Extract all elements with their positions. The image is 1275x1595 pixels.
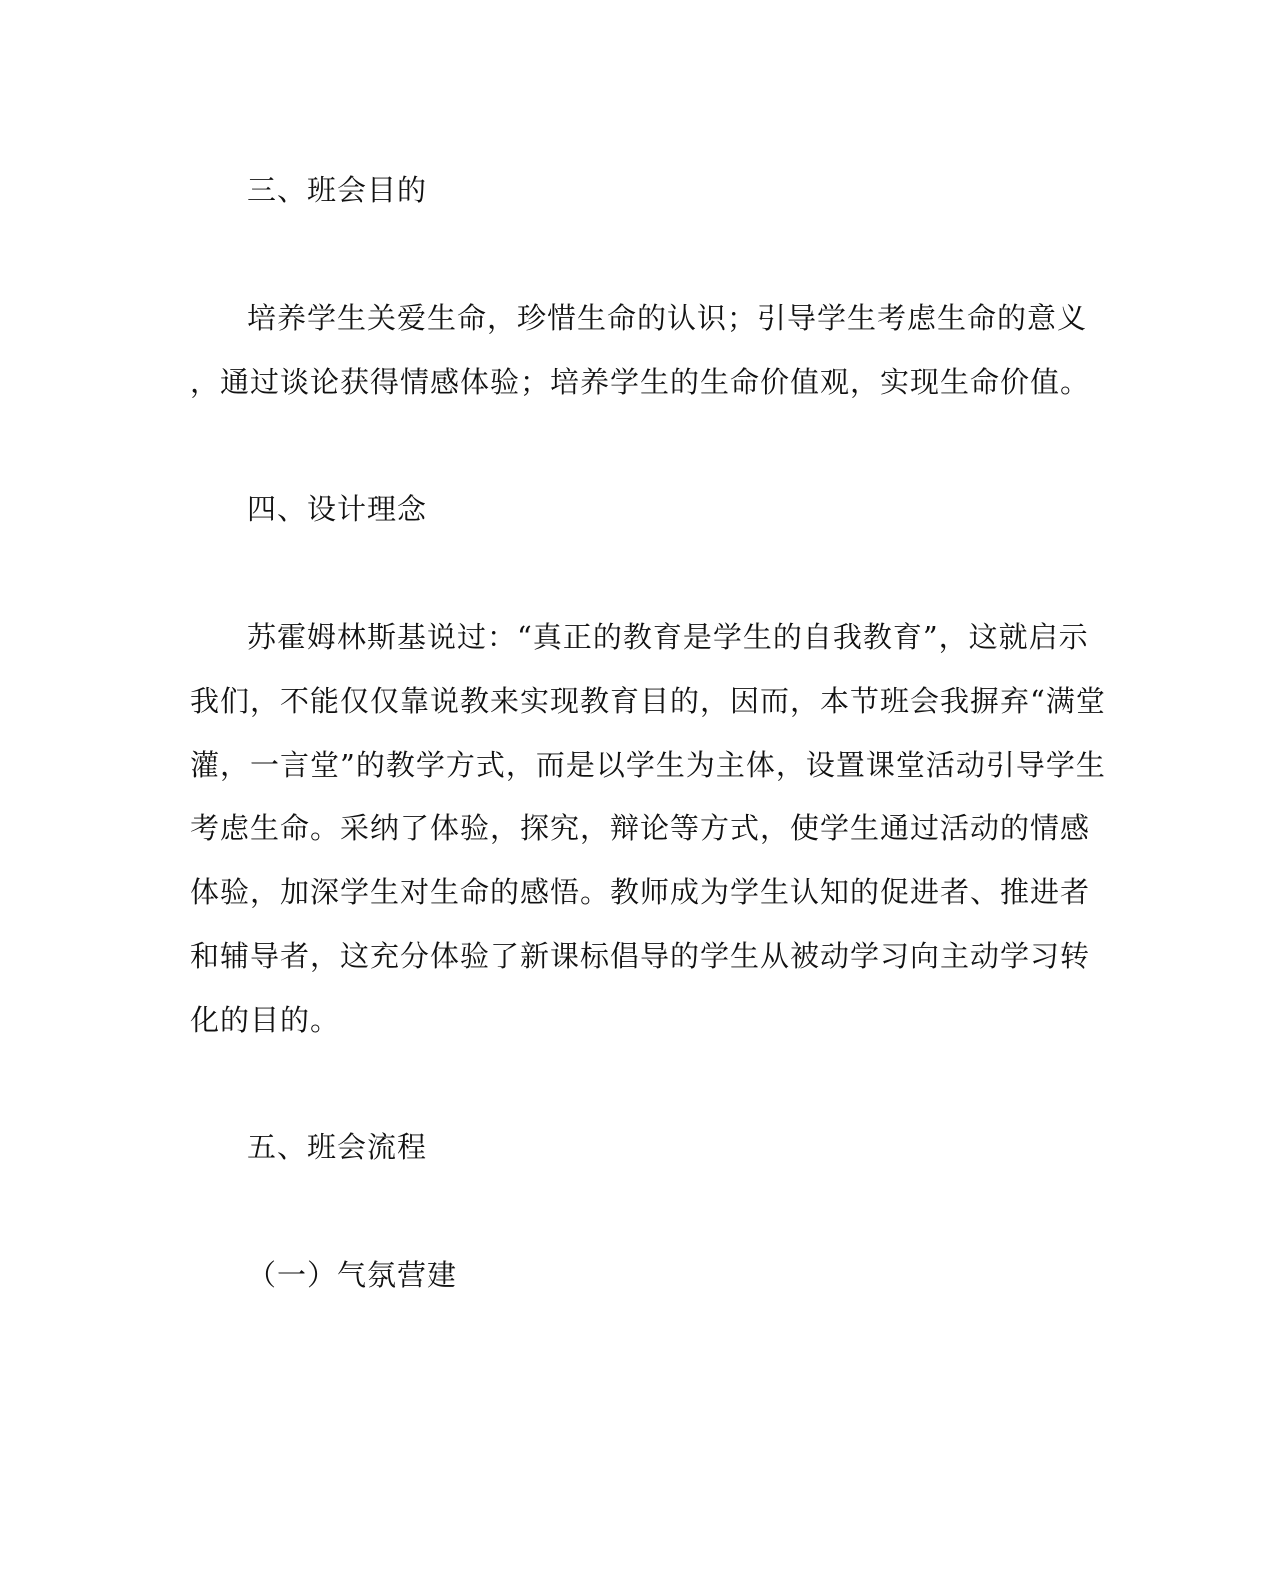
- paragraph-line: 培养学生关爱生命，珍惜生命的认识；引导学生考虑生命的意义: [247, 301, 1088, 335]
- paragraph-line: 体验，加深学生对生命的感悟。教师成为学生认知的促进者、推进者: [190, 875, 1091, 909]
- paragraph-line: 灌，一言堂”的教学方式，而是以学生为主体，设置课堂活动引导学生: [190, 748, 1106, 782]
- paragraph-line: 考虑生命。采纳了体验，探究，辩论等方式，使学生通过活动的情感: [190, 811, 1091, 845]
- section-heading-design-concept: 四、设计理念: [247, 492, 428, 526]
- paragraph-line: ，通过谈论获得情感体验；培养学生的生命价值观，实现生命价值。: [190, 365, 1091, 399]
- paragraph-line: 我们，不能仅仅靠说教来实现教育目的，因而，本节班会我摒弃“满堂: [190, 684, 1106, 718]
- paragraph-line: 苏霍姆林斯基说过：“真正的教育是学生的自我教育”，这就启示: [247, 620, 1089, 654]
- paragraph-line: 和辅导者，这充分体验了新课标倡导的学生从被动学习向主动学习转: [190, 939, 1091, 973]
- sub-heading-atmosphere: （一）气氛营建: [247, 1258, 458, 1292]
- paragraph-line: 化的目的。: [190, 1003, 341, 1037]
- section-heading-purpose: 三、班会目的: [247, 173, 428, 207]
- section-heading-process: 五、班会流程: [247, 1130, 428, 1164]
